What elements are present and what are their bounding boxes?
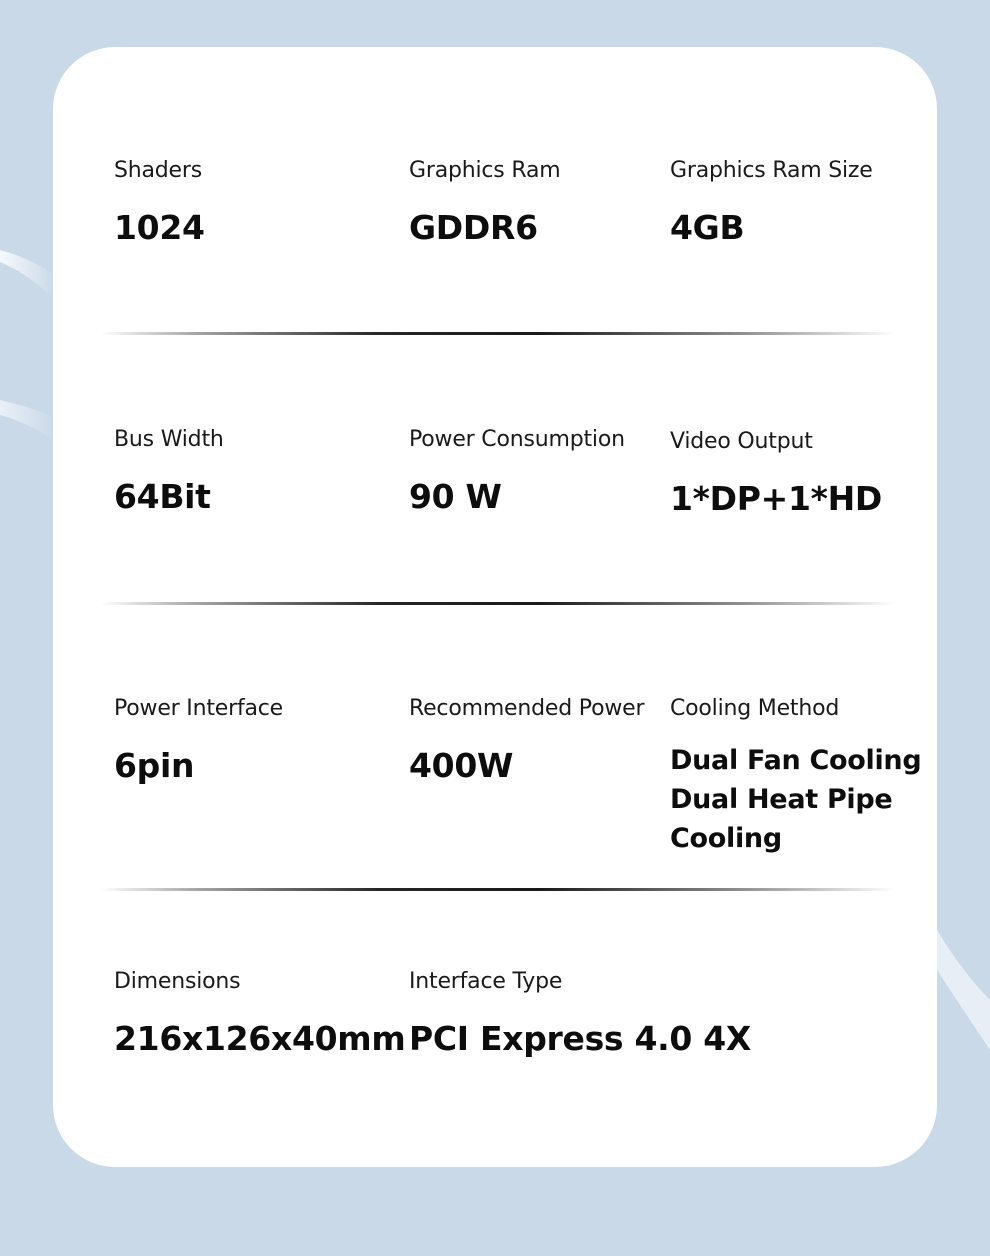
spec-value: GDDR6 bbox=[409, 208, 538, 247]
spec-label: Power Interface bbox=[114, 696, 284, 721]
spec-label: Graphics Ram bbox=[409, 158, 561, 183]
spec-value: 1024 bbox=[114, 208, 205, 247]
spec-video-output bbox=[670, 429, 882, 518]
spec-label: Dimensions bbox=[114, 969, 241, 994]
spec-power-interface bbox=[114, 696, 283, 785]
spec-power-consumption bbox=[409, 427, 625, 516]
spec-cooling-method bbox=[670, 696, 921, 858]
spec-label: Video Output bbox=[670, 429, 813, 454]
spec-label: Power Consumption bbox=[409, 427, 625, 452]
divider bbox=[100, 602, 896, 605]
spec-label: Graphics Ram Size bbox=[670, 158, 873, 183]
spec-recommended-power bbox=[409, 696, 644, 785]
spec-value: 4GB bbox=[670, 208, 745, 247]
spec-shaders bbox=[114, 158, 205, 247]
spec-value: PCI Express 4.0 4X bbox=[409, 1019, 752, 1058]
spec-graphics-ram-size bbox=[670, 158, 873, 247]
divider bbox=[100, 888, 896, 891]
spec-label: Bus Width bbox=[114, 427, 224, 452]
spec-value: 400W bbox=[409, 746, 514, 785]
spec-label: Interface Type bbox=[409, 969, 563, 994]
spec-value: 64Bit bbox=[114, 477, 211, 516]
spec-interface-type bbox=[409, 969, 751, 1058]
spec-value-line: Dual Heat Pipe bbox=[670, 784, 893, 815]
spec-bus-width bbox=[114, 427, 224, 516]
spec-label: Recommended Power bbox=[409, 696, 645, 721]
spec-label: Shaders bbox=[114, 158, 202, 183]
spec-value-line: Cooling bbox=[670, 823, 782, 854]
spec-value: 90 W bbox=[409, 477, 502, 516]
spec-value: 216x126x40mm bbox=[114, 1019, 406, 1058]
spec-graphics-ram bbox=[409, 158, 560, 247]
spec-value: 6pin bbox=[114, 746, 195, 785]
divider bbox=[100, 332, 896, 335]
spec-value bbox=[670, 741, 921, 858]
spec-value: 1*DP+1*HD bbox=[670, 479, 882, 518]
spec-label: Cooling Method bbox=[670, 696, 840, 721]
spec-value-line: Dual Fan Cooling bbox=[670, 745, 922, 776]
spec-dimensions bbox=[114, 969, 405, 1058]
